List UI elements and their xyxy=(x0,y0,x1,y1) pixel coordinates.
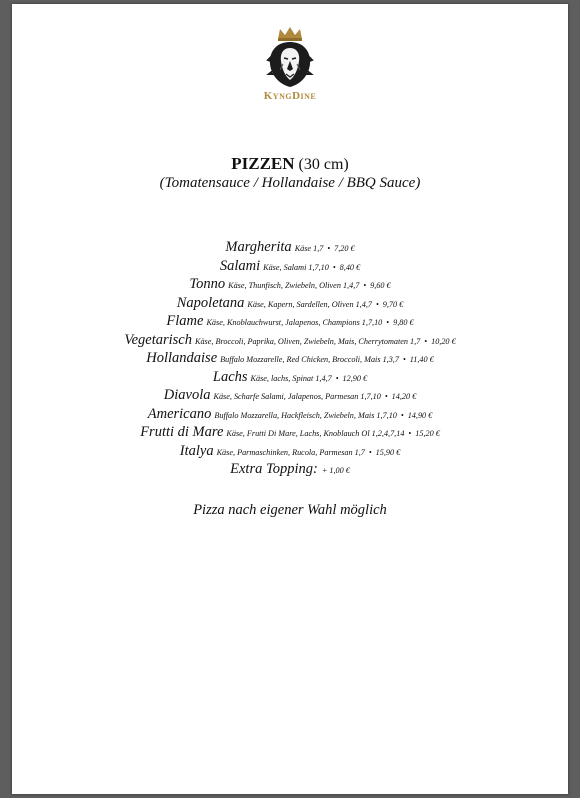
item-name: Americano xyxy=(147,405,212,422)
sauce-options: (Tomatensauce / Hollandaise / BBQ Sauce) xyxy=(159,175,421,191)
menu-item xyxy=(12,349,568,368)
item-description: Käse, Thunfisch, Zwiebeln, Oliven 1,4,7 xyxy=(228,281,360,290)
item-name: Flame xyxy=(166,313,204,329)
item-description: Käse, Kapern, Sardellen, Oliven 1,4,7 xyxy=(247,299,372,309)
menu-item xyxy=(12,368,568,387)
item-price: 14,20 € xyxy=(391,392,417,401)
item-name: Lachs xyxy=(212,368,248,385)
extra-topping-label: Extra Topping: xyxy=(230,461,318,477)
item-price: 7,20 € xyxy=(334,244,355,253)
item-price: 8,40 € xyxy=(339,262,361,272)
menu-item xyxy=(12,331,568,350)
extra-topping xyxy=(12,460,568,479)
item-separator: • xyxy=(327,244,331,253)
lion-crown-icon xyxy=(266,26,314,88)
item-description: Käse, lachs, Spinat 1,4,7 xyxy=(250,373,332,383)
menu-item xyxy=(12,405,568,424)
item-description: Käse, Knoblauchwurst, Jalapenos, Champions 1,7,10 xyxy=(206,318,383,327)
menu-item xyxy=(12,442,568,461)
item-name: Diavola xyxy=(163,387,211,403)
item-price: 12,90 € xyxy=(342,373,368,383)
item-separator: • xyxy=(375,299,379,309)
item-description: Käse, Broccoli, Paprika, Oliven, Zwiebeln, Mais, Cherrytomaten 1,7 xyxy=(195,336,421,346)
custom-pizza-note: Pizza nach eigener Wahl möglich xyxy=(193,502,387,518)
item-separator: • xyxy=(424,336,428,346)
extra-topping-price: + 1,00 € xyxy=(321,466,350,475)
item-description: Käse, Frutti Di Mare, Lachs, Knoblauch Ol 1,2,4,7,14 xyxy=(226,429,405,438)
item-separator: • xyxy=(384,392,388,401)
item-price: 9,60 € xyxy=(370,281,391,290)
item-description: Käse 1,7 xyxy=(294,244,324,253)
menu-item xyxy=(12,238,568,257)
item-description: Käse, Scharfe Salami, Jalapenos, Parmesan 1,7,10 xyxy=(213,392,381,401)
item-description: Käse, Salami 1,7,10 xyxy=(263,262,329,272)
title-line xyxy=(12,154,568,174)
item-name: Italya xyxy=(179,442,214,459)
item-price: 15,90 € xyxy=(375,447,401,457)
item-name: Tonno xyxy=(189,276,226,292)
item-separator: • xyxy=(332,262,336,272)
menu-item xyxy=(12,294,568,313)
menu-page xyxy=(12,4,568,794)
item-name: Napoletana xyxy=(176,294,245,311)
item-price: 10,20 € xyxy=(431,336,456,346)
item-name: Vegetarisch xyxy=(124,331,192,348)
pizza-list xyxy=(12,238,568,479)
item-name: Hollandaise xyxy=(146,350,218,366)
item-price: 11,40 € xyxy=(409,355,434,364)
item-separator: • xyxy=(368,447,372,457)
item-separator: • xyxy=(363,281,367,290)
item-name: Frutti di Mare xyxy=(140,424,224,440)
item-separator: • xyxy=(402,355,406,364)
item-description: Käse, Parmaschinken, Rucola, Parmesan 1,7 xyxy=(216,447,365,457)
item-separator: • xyxy=(386,318,390,327)
pizza-size: (30 cm) xyxy=(298,156,349,173)
item-price: 15,20 € xyxy=(415,429,440,438)
brand-name: KyngDine xyxy=(263,90,317,102)
item-name: Margherita xyxy=(225,239,292,255)
item-separator: • xyxy=(408,429,412,438)
item-name: Salami xyxy=(219,257,261,274)
item-description: Buffalo Mozzarella, Hackfleisch, Zwiebeln, Mais 1,7,10 xyxy=(214,410,397,420)
menu-item xyxy=(12,423,568,442)
item-separator: • xyxy=(335,373,339,383)
item-separator: • xyxy=(400,410,404,420)
menu-item xyxy=(12,386,568,405)
brand-logo xyxy=(12,26,568,102)
item-price: 14,90 € xyxy=(407,410,433,420)
item-price: 9,70 € xyxy=(382,299,404,309)
section-title: PIZZEN xyxy=(231,154,295,173)
menu-item xyxy=(12,275,568,294)
item-price: 9,80 € xyxy=(393,318,414,327)
menu-item xyxy=(12,257,568,276)
menu-heading xyxy=(12,154,568,192)
menu-item xyxy=(12,312,568,331)
item-description: Buffalo Mozzarelle, Red Chicken, Broccoli, Mais 1,3,7 xyxy=(220,355,399,364)
